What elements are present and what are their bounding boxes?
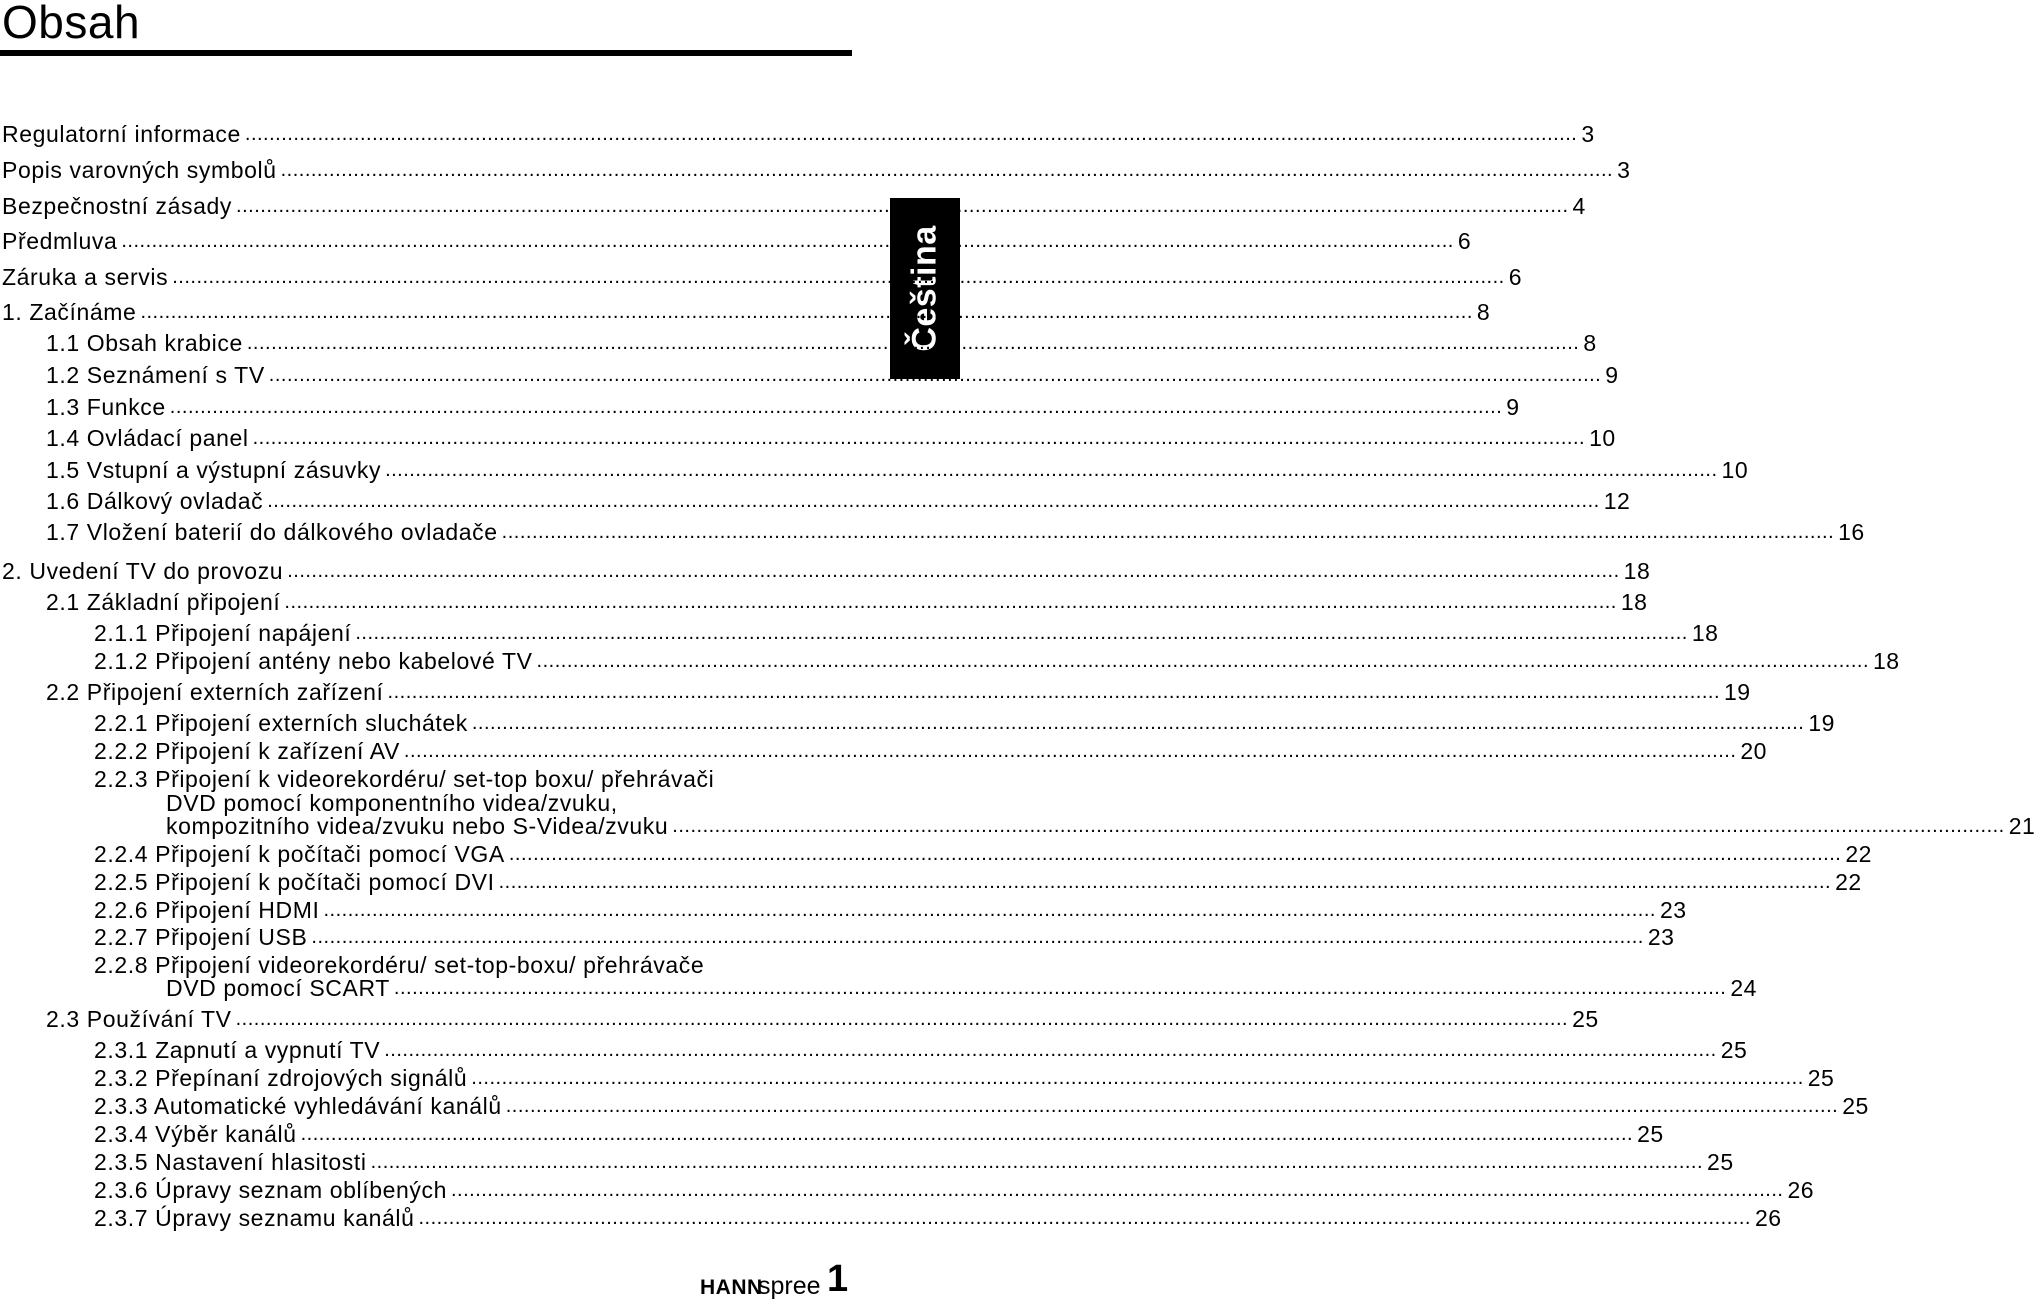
- toc-entry-20-page: 20: [1740, 738, 1767, 764]
- toc-entry-27-label: 2.3 Používání TV: [46, 1006, 232, 1032]
- toc-entry-27-page: 25: [1572, 1006, 1599, 1032]
- toc-entry-21[interactable]: [166, 813, 2035, 839]
- toc-entry-26[interactable]: [166, 975, 1757, 1001]
- dot-leader: ............................................................................................................................................................................................................................: [536, 650, 1870, 672]
- dot-leader: ............................................................................................................................................................................................................................: [235, 1008, 1569, 1030]
- toc-entry-10-page: 10: [1589, 425, 1616, 451]
- toc-entry-12-label: 1.6 Dálkový ovladač: [46, 488, 264, 514]
- toc-entry-3-label: Bezpečnostní zásady: [2, 193, 233, 219]
- toc-entry-6-label: 1. Začínáme: [2, 299, 137, 325]
- toc-entry-11-page: 10: [1721, 457, 1749, 483]
- toc-entry-18-page: 19: [1724, 679, 1751, 705]
- toc-entry-31[interactable]: [94, 1121, 1664, 1147]
- toc-entry-22-label: 2.2.4 Připojení k počítači pomocí VGA: [94, 841, 505, 867]
- toc-entry-2[interactable]: [2, 157, 1631, 183]
- toc-entry-32-page: 25: [1707, 1149, 1734, 1175]
- toc-entry-30-page: 25: [1842, 1093, 1869, 1119]
- toc-entry-17-label: 2.1.2 Připojení antény nebo kabelové TV: [94, 648, 533, 674]
- toc-entry-6-page: 8: [1476, 299, 1491, 325]
- toc-entry-12-page: 12: [1603, 488, 1631, 514]
- toc-entry-9-page: 9: [1506, 394, 1520, 420]
- dot-leader: ............................................................................................................................................................................................................................: [471, 1067, 1804, 1089]
- toc-entry-17[interactable]: [94, 648, 1900, 674]
- dot-leader: ............................................................................................................................................................................................................................: [323, 899, 1656, 921]
- dot-leader: ............................................................................................................................................................................................................................: [268, 364, 1602, 386]
- dot-leader: ............................................................................................................................................................................................................................: [267, 490, 1600, 512]
- toc-entry-10[interactable]: [46, 425, 1616, 451]
- toc-entry-23-page: 22: [1835, 869, 1862, 895]
- toc-entry-29[interactable]: [94, 1065, 1835, 1091]
- toc-entry-28[interactable]: [94, 1037, 1748, 1063]
- toc-entry-8-page: 9: [1605, 362, 1619, 388]
- toc-entry-14-page: 18: [1623, 558, 1651, 584]
- toc-entry-21-label-continued: DVD pomocí komponentního videa/zvuku,: [166, 790, 618, 816]
- toc-entry-33[interactable]: [94, 1177, 1815, 1203]
- dot-leader: ............................................................................................................................................................................................................................: [280, 159, 1614, 181]
- toc-entry-32[interactable]: [94, 1149, 1734, 1175]
- dot-leader: ............................................................................................................................................................................................................................: [505, 1095, 1839, 1117]
- toc-entry-13[interactable]: [46, 519, 1865, 545]
- toc-entry-24-page: 23: [1659, 897, 1687, 923]
- toc-entry-24[interactable]: [94, 897, 1687, 923]
- dot-leader: ............................................................................................................................................................................................................................: [370, 1151, 1704, 1173]
- toc-entry-5-page: 6: [1508, 264, 1522, 290]
- toc-entry-19-page: 19: [1808, 710, 1835, 736]
- toc-entry-5[interactable]: [2, 264, 1522, 290]
- toc-entry-5-label: Záruka a servis: [2, 264, 169, 290]
- dot-leader: ............................................................................................................................................................................................................................: [246, 332, 1580, 354]
- page-number: 1: [827, 1258, 849, 1300]
- brand-logo-spree: spree: [758, 1272, 821, 1300]
- toc-entry-4-label: Předmluva: [2, 228, 118, 254]
- toc-entry-33-label: 2.3.6 Úpravy seznam oblíbených: [94, 1177, 447, 1203]
- toc-entry-16-label: 2.1.1 Připojení napájení: [94, 620, 352, 646]
- toc-entry-11[interactable]: [46, 457, 1749, 483]
- toc-entry-19[interactable]: [94, 710, 1835, 736]
- toc-entry-32-label: 2.3.5 Nastavení hlasitosti: [94, 1149, 367, 1175]
- toc-entry-34-label: 2.3.7 Úpravy seznamu kanálů: [94, 1205, 415, 1231]
- toc-entry-15[interactable]: [46, 589, 1648, 615]
- dot-leader: ............................................................................................................................................................................................................................: [287, 560, 1620, 582]
- toc-entry-20-label: 2.2.2 Připojení k zařízení AV: [94, 738, 400, 764]
- toc-entry-2-label: Popis varovných symbolů: [2, 157, 277, 183]
- toc-entry-7[interactable]: [46, 330, 1597, 356]
- dot-leader: ............................................................................................................................................................................................................................: [236, 195, 1569, 217]
- dot-leader: ............................................................................................................................................................................................................................: [355, 622, 1688, 644]
- toc-entry-16-page: 18: [1691, 620, 1719, 646]
- dot-leader: ............................................................................................................................................................................................................................: [140, 301, 1473, 323]
- toc-entry-8-label: 1.2 Seznámení s TV: [46, 362, 265, 388]
- toc-entry-28-label: 2.3.1 Zapnutí a vypnutí TV: [94, 1037, 381, 1063]
- toc-entry-23[interactable]: [94, 869, 1862, 895]
- toc-entry-23-label: 2.2.5 Připojení k počítači pomocí DVI: [94, 869, 495, 895]
- dot-leader: ............................................................................................................................................................................................................................: [172, 266, 1505, 288]
- toc-entry-25-page: 23: [1647, 924, 1675, 950]
- toc-entry-8[interactable]: [46, 362, 1619, 388]
- dot-leader: ............................................................................................................................................................................................................................: [252, 427, 1586, 449]
- toc-entry-3-page: 4: [1572, 193, 1586, 219]
- toc-entry-21-label: 2.2.3 Připojení k videorekordéru/ set-top boxu/ přehrávači: [94, 766, 715, 792]
- toc-entry-29-page: 25: [1807, 1065, 1835, 1091]
- dot-leader: ............................................................................................................................................................................................................................: [387, 681, 1721, 703]
- dot-leader: ............................................................................................................................................................................................................................: [501, 521, 1835, 543]
- dot-leader: ............................................................................................................................................................................................................................: [300, 1123, 1634, 1145]
- toc-entry-11-label: 1.5 Vstupní a výstupní zásuvky: [46, 457, 382, 483]
- toc-entry-30[interactable]: [94, 1093, 1869, 1119]
- dot-leader: ............................................................................................................................................................................................................................: [508, 843, 1842, 865]
- toc-entry-27[interactable]: [46, 1006, 1599, 1032]
- toc-entry-34-page: 26: [1754, 1205, 1782, 1231]
- toc-entry-31-label: 2.3.4 Výběr kanálů: [94, 1121, 297, 1147]
- toc-entry-29-label: 2.3.2 Přepínaní zdrojových signálů: [94, 1065, 468, 1091]
- toc-entry-16[interactable]: [94, 620, 1719, 646]
- toc-entry-2-page: 3: [1617, 157, 1631, 183]
- toc-entry-21-label-continued: kompozitního videa/zvuku nebo S-Videa/zvuku: [166, 813, 669, 839]
- dot-leader: ............................................................................................................................................................................................................................: [403, 740, 1737, 762]
- toc-entry-1[interactable]: [2, 121, 1595, 147]
- toc-entry-7-label: 1.1 Obsah krabice: [46, 330, 243, 356]
- toc-entry-18-label: 2.2 Připojení externích zařízení: [46, 679, 384, 705]
- toc-entry-25[interactable]: [94, 924, 1675, 950]
- toc-entry-22[interactable]: [94, 841, 1872, 867]
- toc-entry-1-label: Regulatorní informace: [2, 121, 241, 147]
- toc-entry-7-page: 8: [1583, 330, 1597, 356]
- brand-logo-hann: HANN: [700, 1276, 763, 1299]
- dot-leader: ............................................................................................................................................................................................................................: [385, 459, 1718, 481]
- dot-leader: ............................................................................................................................................................................................................................: [284, 591, 1617, 613]
- toc-entry-28-page: 25: [1720, 1037, 1748, 1063]
- toc-entry-30-label: 2.3.3 Automatické vyhledávání kanálů: [94, 1093, 502, 1119]
- toc-entry-3[interactable]: [2, 193, 1586, 219]
- toc-entry-34[interactable]: [94, 1205, 1782, 1231]
- toc-entry-14-label: 2. Uvedení TV do provozu: [2, 558, 284, 584]
- toc-entry-19-label: 2.2.1 Připojení externích sluchátek: [94, 710, 468, 736]
- toc-entry-26-page: 24: [1730, 975, 1757, 1001]
- dot-leader: ............................................................................................................................................................................................................................: [672, 815, 2005, 837]
- dot-leader: ............................................................................................................................................................................................................................: [450, 1179, 1784, 1201]
- toc-entry-4-page: 6: [1457, 228, 1472, 254]
- toc-entry-18[interactable]: [46, 679, 1751, 705]
- toc-entry-14[interactable]: [2, 558, 1651, 584]
- toc-entry-15-label: 2.1 Základní připojení: [46, 589, 281, 615]
- dot-leader: ............................................................................................................................................................................................................................: [244, 123, 1578, 145]
- dot-leader: ............................................................................................................................................................................................................................: [384, 1039, 1717, 1061]
- toc-entry-26-label: 2.2.8 Připojení videorekordéru/ set-top-boxu/ přehrávače: [94, 952, 705, 978]
- toc-entry-13-page: 16: [1838, 519, 1865, 545]
- dot-leader: ............................................................................................................................................................................................................................: [418, 1207, 1751, 1229]
- toc-entry-9-label: 1.3 Funkce: [46, 394, 166, 420]
- toc-entry-1-page: 3: [1581, 121, 1595, 147]
- toc-entry-22-page: 22: [1845, 841, 1872, 867]
- dot-leader: ............................................................................................................................................................................................................................: [311, 926, 1644, 948]
- dot-leader: ............................................................................................................................................................................................................................: [169, 396, 1503, 418]
- toc-entry-10-label: 1.4 Ovládací panel: [46, 425, 249, 451]
- dot-leader: ............................................................................................................................................................................................................................: [121, 230, 1454, 252]
- toc-entry-33-page: 26: [1787, 1177, 1815, 1203]
- toc-entry-24-label: 2.2.6 Připojení HDMI: [94, 897, 320, 923]
- dot-leader: ............................................................................................................................................................................................................................: [471, 712, 1805, 734]
- toc-entry-17-page: 18: [1873, 648, 1900, 674]
- toc-entry-12[interactable]: [46, 488, 1631, 514]
- toc-entry-4[interactable]: [2, 228, 1472, 254]
- toc-entry-13-label: 1.7 Vložení baterií do dálkového ovladače: [46, 519, 498, 545]
- language-tab-label: Čeština: [905, 225, 944, 352]
- toc-entry-9[interactable]: [46, 394, 1520, 420]
- toc-entry-21-page: 21: [2008, 813, 2035, 839]
- toc-entry-26-label-continued: DVD pomocí SCART: [166, 975, 390, 1001]
- page-title: Obsah: [2, 0, 141, 48]
- toc-entry-25-label: 2.2.7 Připojení USB: [94, 924, 308, 950]
- toc-entry-15-page: 18: [1620, 589, 1648, 615]
- toc-entry-31-page: 25: [1637, 1121, 1664, 1147]
- dot-leader: ............................................................................................................................................................................................................................: [498, 871, 1832, 893]
- toc-entry-6[interactable]: [2, 299, 1491, 325]
- dot-leader: ............................................................................................................................................................................................................................: [393, 977, 1727, 999]
- toc-entry-20[interactable]: [94, 738, 1767, 764]
